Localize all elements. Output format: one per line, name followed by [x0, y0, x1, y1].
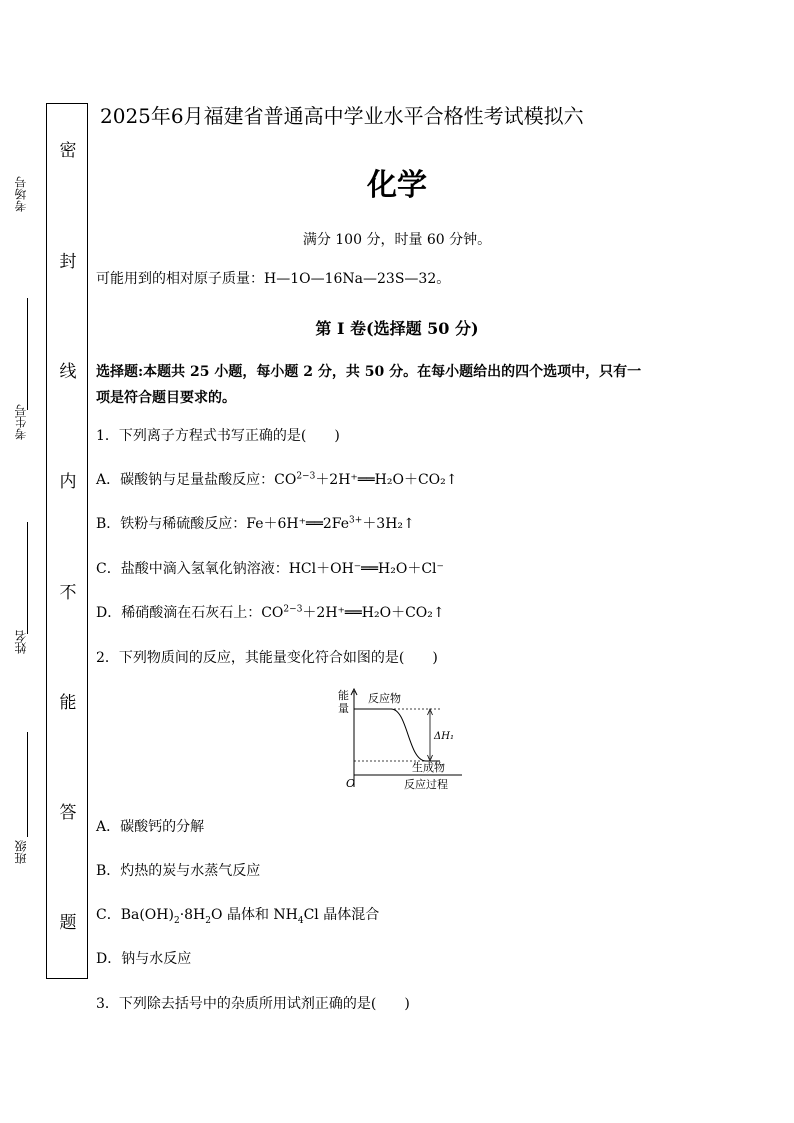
seal-char: 密: [59, 141, 77, 161]
origin-label: O: [346, 777, 356, 790]
seal-char: 题: [59, 913, 77, 933]
q1-option-c: C．盐酸中滴入氢氧化钠溶液：HCl＋OH⁻══H₂O＋Cl⁻: [96, 561, 444, 577]
seal-char: 不: [59, 583, 77, 603]
exam-info: 满分 100 分，时量 60 分钟。: [302, 232, 492, 248]
q3-stem: 3．下列除去括号中的杂质所用试剂正确的是( ): [96, 996, 410, 1012]
q2-option-b: B．灼热的炭与水蒸气反应: [96, 863, 261, 879]
q1-a-suffix: ＋2H⁺══H₂O＋CO₂↑: [315, 472, 458, 488]
section-title: 第 I 卷(选择题 50 分): [315, 319, 479, 338]
exam-number-blank-line: [27, 522, 28, 634]
q2-option-a: A．碳酸钙的分解: [96, 819, 205, 835]
reactant-label: 反应物: [368, 692, 401, 705]
q1-option-d: [96, 602, 445, 622]
q1-option-b: [96, 513, 415, 533]
q1-option-a: [96, 469, 458, 489]
q2-c-prefix: C．Ba(OH): [96, 907, 174, 923]
seal-char: 封: [59, 252, 77, 272]
ylabel-line1: 能: [338, 689, 349, 702]
ylabel-line2: 量: [338, 702, 349, 715]
q1-d-prefix: D．稀硝酸滴在石灰石上：CO: [96, 605, 284, 621]
instructions-line-1: 选择题:本题共 25 小题，每小题 2 分，共 50 分。在每小题给出的四个选项中，只有一: [96, 364, 642, 380]
exam-room-blank-line: [27, 298, 28, 410]
q2-c-sub3: 4: [297, 915, 304, 926]
xlabel: 反应过程: [404, 778, 448, 791]
atomic-mass-note: 可能用到的相对原子质量：H—1O—16Na—23S—32。: [96, 271, 451, 287]
q2-stem: 2．下列物质间的反应，其能量变化符合如图的是( ): [96, 650, 438, 666]
subject-title: 化学: [367, 168, 427, 203]
q1-a-prefix: A．碳酸钠与足量盐酸反应：CO: [96, 472, 297, 488]
q1-stem: 1．下列离子方程式书写正确的是( ): [96, 428, 340, 444]
name-blank-line: [27, 732, 28, 837]
delta-h-label: ΔH₁: [434, 731, 454, 742]
seal-char: 答: [59, 803, 77, 823]
q1-a-sup: 2−3: [296, 471, 316, 482]
q1-b-prefix: B．铁粉与稀硫酸反应：Fe＋6H⁺══2Fe: [96, 516, 350, 532]
instructions-line-2: 项是符合题目要求的。: [96, 390, 236, 406]
class-label: 班级: [14, 840, 28, 864]
q2-option-d: D．钠与水反应: [96, 951, 192, 967]
q1-b-suffix: ＋3H₂↑: [362, 516, 415, 532]
q2-c-sub2: 2: [205, 915, 212, 926]
exam-number-label: 考生号: [14, 404, 28, 440]
q2-c-sub1: 2: [173, 915, 180, 926]
q2-option-c: [96, 904, 379, 926]
energy-curve: [354, 709, 440, 761]
product-label: 生成物: [412, 761, 445, 774]
exam-room-label: 考场号: [14, 176, 28, 212]
seal-char: 线: [59, 362, 77, 382]
seal-char: 内: [59, 472, 77, 492]
exam-title: 2025年6月福建省普通高中学业水平合格性考试模拟六: [100, 104, 584, 128]
seal-char: 能: [59, 693, 77, 713]
energy-diagram: [336, 687, 466, 797]
q2-c-mid: ·8H: [179, 907, 206, 923]
q1-d-suffix: ＋2H⁺══H₂O＋CO₂↑: [302, 605, 445, 621]
q2-c-mid2: O 晶体和 NH: [211, 907, 298, 923]
name-label: 姓名: [14, 630, 28, 654]
q1-b-sup: 3+: [349, 515, 363, 526]
q2-c-suffix: Cl 晶体混合: [303, 907, 380, 923]
q1-d-sup: 2−3: [283, 604, 303, 615]
